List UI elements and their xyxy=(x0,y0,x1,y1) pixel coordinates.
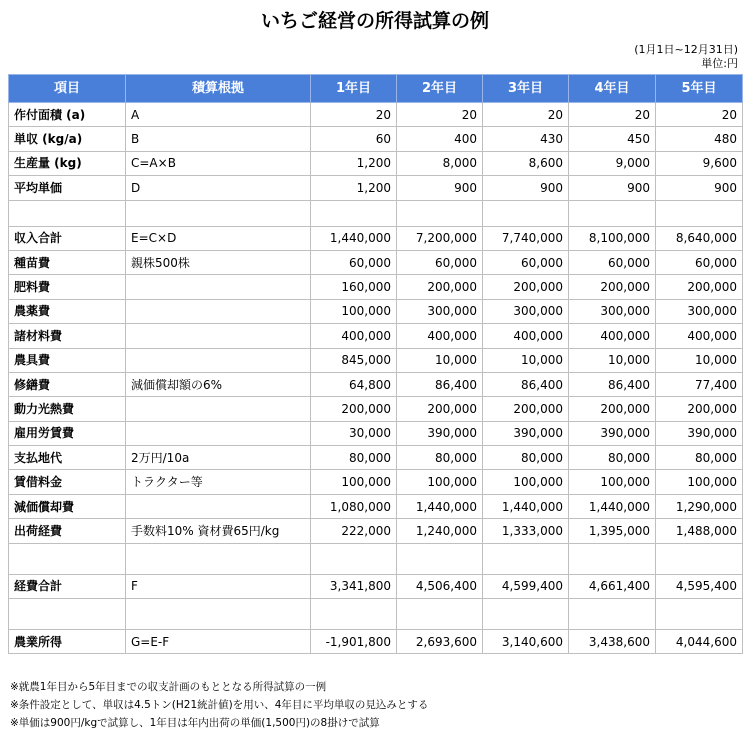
row-value-year-2: 80,000 xyxy=(397,446,483,470)
row-value-year-2: 20 xyxy=(397,103,483,127)
income-estimate-table xyxy=(8,74,743,654)
row-value-year-4: 900 xyxy=(569,176,656,200)
row-item-label: 諸材料費 xyxy=(9,324,126,348)
row-basis xyxy=(126,421,311,445)
row-value-year-2 xyxy=(397,200,483,226)
row-value-year-5: 20 xyxy=(656,103,743,127)
row-value-year-4: 8,100,000 xyxy=(569,226,656,250)
row-value-year-1: 160,000 xyxy=(311,275,397,299)
row-value-year-3: 4,599,400 xyxy=(483,574,569,598)
row-value-year-5 xyxy=(656,200,743,226)
row-value-year-1: 1,200 xyxy=(311,151,397,175)
row-item-label: 生産量 (kg) xyxy=(9,151,126,175)
row-value-year-4: 60,000 xyxy=(569,250,656,274)
row-value-year-2: 1,240,000 xyxy=(397,519,483,543)
table-row xyxy=(9,519,743,543)
row-value-year-3: 10,000 xyxy=(483,348,569,372)
row-item-label: 減価償却費 xyxy=(9,494,126,518)
header-year-1: 1年目 xyxy=(311,75,397,103)
header-row xyxy=(9,75,743,103)
table-row xyxy=(9,226,743,250)
header-year-2: 2年目 xyxy=(397,75,483,103)
row-basis xyxy=(126,200,311,226)
row-value-year-1: 400,000 xyxy=(311,324,397,348)
row-value-year-5: 80,000 xyxy=(656,446,743,470)
row-value-year-1: 1,200 xyxy=(311,176,397,200)
row-basis: 2万円/10a xyxy=(126,446,311,470)
row-value-year-5: 1,488,000 xyxy=(656,519,743,543)
row-basis: A xyxy=(126,103,311,127)
row-value-year-3: 3,140,600 xyxy=(483,630,569,654)
row-value-year-3: 900 xyxy=(483,176,569,200)
header-basis: 積算根拠 xyxy=(126,75,311,103)
table-row xyxy=(9,299,743,323)
row-value-year-3: 60,000 xyxy=(483,250,569,274)
row-basis: D xyxy=(126,176,311,200)
row-value-year-5: 10,000 xyxy=(656,348,743,372)
row-item-label: 種苗費 xyxy=(9,250,126,274)
row-value-year-4 xyxy=(569,599,656,630)
spacer-row xyxy=(9,543,743,574)
row-basis xyxy=(126,324,311,348)
table-row xyxy=(9,372,743,396)
row-basis xyxy=(126,543,311,574)
header-year-5: 5年目 xyxy=(656,75,743,103)
row-value-year-4: 86,400 xyxy=(569,372,656,396)
row-value-year-1: 64,800 xyxy=(311,372,397,396)
row-value-year-5: 300,000 xyxy=(656,299,743,323)
table-row xyxy=(9,324,743,348)
row-value-year-1: -1,901,800 xyxy=(311,630,397,654)
row-item-label: 農具費 xyxy=(9,348,126,372)
row-value-year-2 xyxy=(397,599,483,630)
row-value-year-4 xyxy=(569,200,656,226)
row-value-year-2 xyxy=(397,543,483,574)
row-value-year-4: 200,000 xyxy=(569,397,656,421)
row-value-year-2: 7,200,000 xyxy=(397,226,483,250)
spacer-row xyxy=(9,599,743,630)
row-value-year-2: 200,000 xyxy=(397,275,483,299)
table-row xyxy=(9,421,743,445)
row-value-year-5: 4,044,600 xyxy=(656,630,743,654)
row-value-year-1: 3,341,800 xyxy=(311,574,397,598)
row-value-year-4: 1,440,000 xyxy=(569,494,656,518)
row-item-label: 賃借料金 xyxy=(9,470,126,494)
row-value-year-3 xyxy=(483,543,569,574)
row-value-year-3: 1,440,000 xyxy=(483,494,569,518)
note-line: ※単価は900円/kgで試算し、1年目は年内出荷の単価(1,500円)の8掛けで試算 xyxy=(10,717,380,729)
row-value-year-5: 77,400 xyxy=(656,372,743,396)
row-value-year-5: 400,000 xyxy=(656,324,743,348)
row-value-year-1: 1,440,000 xyxy=(311,226,397,250)
row-value-year-1: 200,000 xyxy=(311,397,397,421)
row-value-year-1: 100,000 xyxy=(311,470,397,494)
row-item-label: 作付面積 (a) xyxy=(9,103,126,127)
row-value-year-1 xyxy=(311,200,397,226)
table-row xyxy=(9,250,743,274)
page-title: いちご経営の所得試算の例 xyxy=(260,10,489,32)
row-value-year-2: 300,000 xyxy=(397,299,483,323)
row-value-year-2: 900 xyxy=(397,176,483,200)
row-value-year-4: 20 xyxy=(569,103,656,127)
row-basis: 手数料10% 資材費65円/kg xyxy=(126,519,311,543)
row-value-year-3: 300,000 xyxy=(483,299,569,323)
row-value-year-4: 3,438,600 xyxy=(569,630,656,654)
row-value-year-5: 200,000 xyxy=(656,397,743,421)
table-row xyxy=(9,103,743,127)
row-value-year-4: 1,395,000 xyxy=(569,519,656,543)
row-value-year-1: 30,000 xyxy=(311,421,397,445)
row-value-year-4: 80,000 xyxy=(569,446,656,470)
table-row xyxy=(9,151,743,175)
row-value-year-3 xyxy=(483,200,569,226)
row-value-year-2: 400,000 xyxy=(397,324,483,348)
row-value-year-4: 300,000 xyxy=(569,299,656,323)
row-value-year-4: 4,661,400 xyxy=(569,574,656,598)
table-row xyxy=(9,470,743,494)
row-value-year-3: 430 xyxy=(483,127,569,151)
note-line: ※就農1年目から5年目までの収支計画のもととなる所得試算の一例 xyxy=(10,681,327,693)
row-item-label: 農業所得 xyxy=(9,630,126,654)
table-row xyxy=(9,275,743,299)
row-basis xyxy=(126,348,311,372)
row-value-year-3: 86,400 xyxy=(483,372,569,396)
row-value-year-3: 390,000 xyxy=(483,421,569,445)
row-value-year-1 xyxy=(311,599,397,630)
table-row xyxy=(9,446,743,470)
row-item-label: 修繕費 xyxy=(9,372,126,396)
row-value-year-5: 4,595,400 xyxy=(656,574,743,598)
header-year-3: 3年目 xyxy=(483,75,569,103)
header-year-4: 4年目 xyxy=(569,75,656,103)
row-item-label: 平均単価 xyxy=(9,176,126,200)
header-item: 項目 xyxy=(9,75,126,103)
table-row xyxy=(9,127,743,151)
row-item-label: 動力光熱費 xyxy=(9,397,126,421)
row-value-year-3: 400,000 xyxy=(483,324,569,348)
row-value-year-4: 10,000 xyxy=(569,348,656,372)
row-value-year-1: 100,000 xyxy=(311,299,397,323)
row-value-year-3: 200,000 xyxy=(483,397,569,421)
row-value-year-5: 200,000 xyxy=(656,275,743,299)
period-label: (1月1日~12月31日) xyxy=(634,43,738,56)
row-value-year-2: 10,000 xyxy=(397,348,483,372)
row-item-label: 出荷経費 xyxy=(9,519,126,543)
row-item-label xyxy=(9,543,126,574)
table-row xyxy=(9,176,743,200)
row-value-year-2: 1,440,000 xyxy=(397,494,483,518)
row-item-label: 雇用労賃費 xyxy=(9,421,126,445)
row-value-year-4: 400,000 xyxy=(569,324,656,348)
row-value-year-2: 86,400 xyxy=(397,372,483,396)
row-value-year-4: 390,000 xyxy=(569,421,656,445)
table-row xyxy=(9,574,743,598)
row-value-year-2: 200,000 xyxy=(397,397,483,421)
row-value-year-5: 100,000 xyxy=(656,470,743,494)
row-value-year-3: 100,000 xyxy=(483,470,569,494)
row-item-label: 収入合計 xyxy=(9,226,126,250)
row-value-year-4: 100,000 xyxy=(569,470,656,494)
row-value-year-3 xyxy=(483,599,569,630)
row-value-year-1: 60 xyxy=(311,127,397,151)
note-line: ※条件設定として、単収は4.5トン(H21統計値)を用い、4年目に平均単収の見込みとする xyxy=(10,699,429,711)
row-basis: C=A×B xyxy=(126,151,311,175)
row-value-year-3: 80,000 xyxy=(483,446,569,470)
row-value-year-3: 20 xyxy=(483,103,569,127)
row-value-year-4 xyxy=(569,543,656,574)
row-basis: 減価償却額の6% xyxy=(126,372,311,396)
table-row xyxy=(9,494,743,518)
row-value-year-1: 1,080,000 xyxy=(311,494,397,518)
table-body xyxy=(9,103,743,654)
row-value-year-5 xyxy=(656,543,743,574)
row-value-year-1: 845,000 xyxy=(311,348,397,372)
row-basis: 親株500株 xyxy=(126,250,311,274)
row-value-year-2: 4,506,400 xyxy=(397,574,483,598)
unit-label: 単位:円 xyxy=(701,57,738,70)
row-value-year-5: 8,640,000 xyxy=(656,226,743,250)
row-value-year-5: 9,600 xyxy=(656,151,743,175)
row-value-year-5: 390,000 xyxy=(656,421,743,445)
row-value-year-3: 200,000 xyxy=(483,275,569,299)
row-basis: トラクター等 xyxy=(126,470,311,494)
row-value-year-5: 1,290,000 xyxy=(656,494,743,518)
row-value-year-3: 8,600 xyxy=(483,151,569,175)
row-item-label: 経費合計 xyxy=(9,574,126,598)
row-value-year-3: 7,740,000 xyxy=(483,226,569,250)
row-value-year-1: 20 xyxy=(311,103,397,127)
row-basis: B xyxy=(126,127,311,151)
row-item-label: 肥料費 xyxy=(9,275,126,299)
notes xyxy=(10,678,428,732)
row-value-year-2: 390,000 xyxy=(397,421,483,445)
row-value-year-2: 2,693,600 xyxy=(397,630,483,654)
row-basis: E=C×D xyxy=(126,226,311,250)
row-value-year-2: 8,000 xyxy=(397,151,483,175)
row-basis xyxy=(126,397,311,421)
row-value-year-1 xyxy=(311,543,397,574)
row-basis: F xyxy=(126,574,311,598)
row-value-year-5: 480 xyxy=(656,127,743,151)
spacer-row xyxy=(9,200,743,226)
row-basis xyxy=(126,599,311,630)
row-item-label xyxy=(9,599,126,630)
row-value-year-1: 80,000 xyxy=(311,446,397,470)
row-value-year-5: 60,000 xyxy=(656,250,743,274)
row-item-label xyxy=(9,200,126,226)
row-value-year-3: 1,333,000 xyxy=(483,519,569,543)
row-value-year-2: 400 xyxy=(397,127,483,151)
row-value-year-5: 900 xyxy=(656,176,743,200)
row-value-year-2: 60,000 xyxy=(397,250,483,274)
row-value-year-4: 450 xyxy=(569,127,656,151)
row-basis xyxy=(126,494,311,518)
row-item-label: 単収 (kg/a) xyxy=(9,127,126,151)
row-value-year-1: 60,000 xyxy=(311,250,397,274)
row-value-year-5 xyxy=(656,599,743,630)
row-item-label: 支払地代 xyxy=(9,446,126,470)
row-basis: G=E-F xyxy=(126,630,311,654)
row-value-year-2: 100,000 xyxy=(397,470,483,494)
table-row xyxy=(9,630,743,654)
row-item-label: 農薬費 xyxy=(9,299,126,323)
table-row xyxy=(9,397,743,421)
row-value-year-1: 222,000 xyxy=(311,519,397,543)
row-basis xyxy=(126,275,311,299)
table-row xyxy=(9,348,743,372)
row-value-year-4: 9,000 xyxy=(569,151,656,175)
row-basis xyxy=(126,299,311,323)
row-value-year-4: 200,000 xyxy=(569,275,656,299)
